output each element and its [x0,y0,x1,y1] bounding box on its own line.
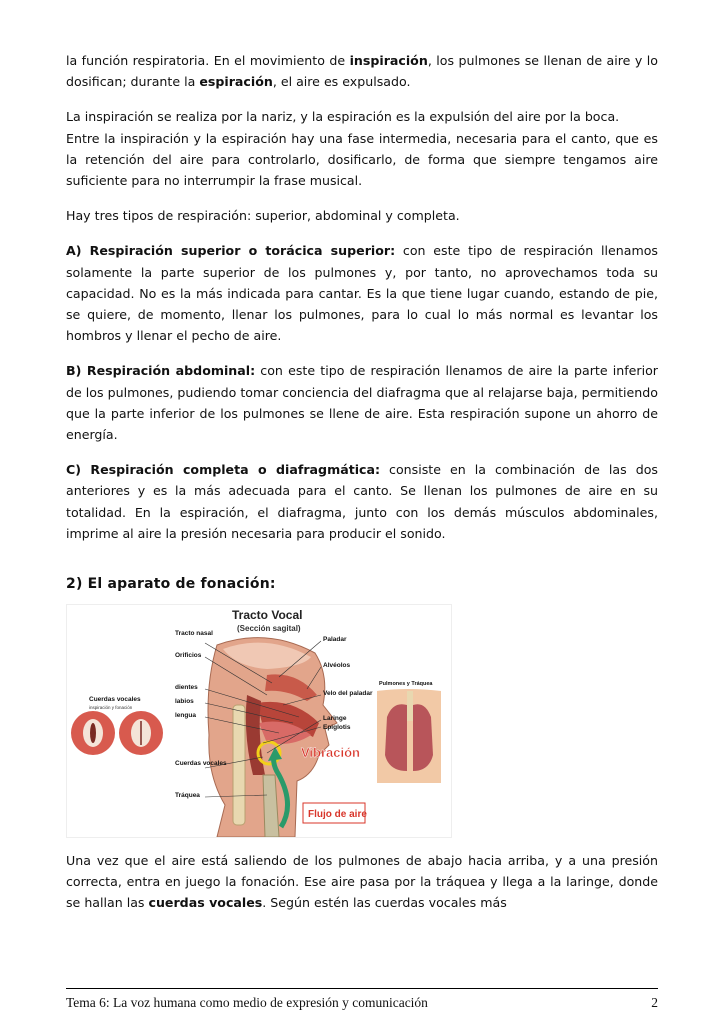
paragraph-1: la función respiratoria. En el movimiento de inspiración, los pulmones se llenan de aire y lo dosifican; durante la espiración, el aire es expulsado. [66,53,658,90]
footer-title: Tema 6: La voz humana como medio de expresión y comunicación [66,995,428,1010]
bold-cuerdas-vocales: cuerdas vocales [148,895,263,911]
label-respiracion-abdominal: B) Respiración abdominal: [66,363,256,379]
label-vibracion: Vibración [301,745,361,761]
vocal-tract-illustration [67,605,451,837]
page-number: 2 [651,995,658,1010]
figure-subtitle: (Sección sagital) [237,624,301,634]
paragraph-respiracion-superior: A) Respiración superior o torácica superior: con este tipo de respiración llenamos solamente la parte superior de los pulmones y, por tanto, no aprovechamos toda su capacidad. No es la más indicada para cantar. Es la que tiene lugar cuando, estando de pie, se quiere, de momento, llenar los pulmones, para lo cual lo más normal es levantar los hombros y llenar el pecho de aire. [66,243,658,344]
paragraph-respiracion-completa: C) Respiración completa o diafragmática: consiste en la combinación de las dos anteriores y es la más adecuada para el canto. Se llenan los pulmones de aire en su totalidad. En la espiración, el diafragma, junto con los demás músculos abdominales, imprime al aire la presión necesaria para producir el sonido. [66,462,658,541]
label-tracto-nasal: Tracto nasal [175,630,213,638]
label-orificios: Orificios [175,652,202,660]
label-cuerdas-inset-sub: inspiración y fonación [89,705,133,711]
paragraph-2: La inspiración se realiza por la nariz, y la espiración es la expulsión del aire por la boca. [66,109,620,125]
label-alveolos: Alvéolos [323,662,351,670]
vocal-tract-figure [66,604,452,838]
paragraph-fonacion: Una vez que el aire está saliendo de los pulmones de abajo hacia arriba, y a una presión correcta, entra en juego la fonación. Ese aire pasa por la tráquea y llega a la laringe, donde se hallan las cuerdas vocales. Según estén las cuerdas vocales más [66,853,658,911]
figure-title: Tracto Vocal [232,608,303,623]
page-footer [66,988,658,1011]
paragraph-3: Entre la inspiración y la espiración hay una fase intermedia, necesaria para el canto, que es la retención del aire para controlarlo, dosificarlo, de forma que siempre tengamos aire suficiente para no interrumpir la frase musical. [66,130,658,189]
label-paladar: Paladar [323,636,347,644]
label-cuerdas-vocales: Cuerdas vocales [175,760,227,768]
label-velo: Velo del paladar [323,690,373,698]
label-lengua: lengua [175,712,196,720]
section-heading: 2) El aparato de fonación: [66,576,276,593]
paragraph-respiracion-abdominal: B) Respiración abdominal: con este tipo de respiración llenamos de aire la parte inferior de los pulmones, pudiendo tomar conciencia del diafragma que al relajarse baja, permitiendo que la parte inferior de los pulmones se llene de aire. Esta respiración supone un ahorro de energía. [66,363,658,443]
bold-inspiracion: inspiración [349,53,428,68]
label-flujo: Flujo de aire [308,809,367,821]
label-cuerdas-inset: Cuerdas vocales [89,696,141,704]
label-dientes: dientes [175,684,198,692]
label-pulmones: Pulmones y Tráquea [379,681,433,688]
label-respiracion-completa: C) Respiración completa o diafragmática: [66,462,381,478]
label-laringe: Laringe [323,715,347,723]
paragraph-4: Hay tres tipos de respiración: superior, abdominal y completa. [66,208,460,224]
bold-espiracion: espiración [199,74,273,90]
label-epiglotis: Epiglotis [323,724,351,732]
document-body [66,50,658,928]
label-respiracion-superior: A) Respiración superior o torácica superior: [66,243,396,259]
label-labios: labios [175,698,194,706]
label-traquea: Tráquea [175,792,200,800]
